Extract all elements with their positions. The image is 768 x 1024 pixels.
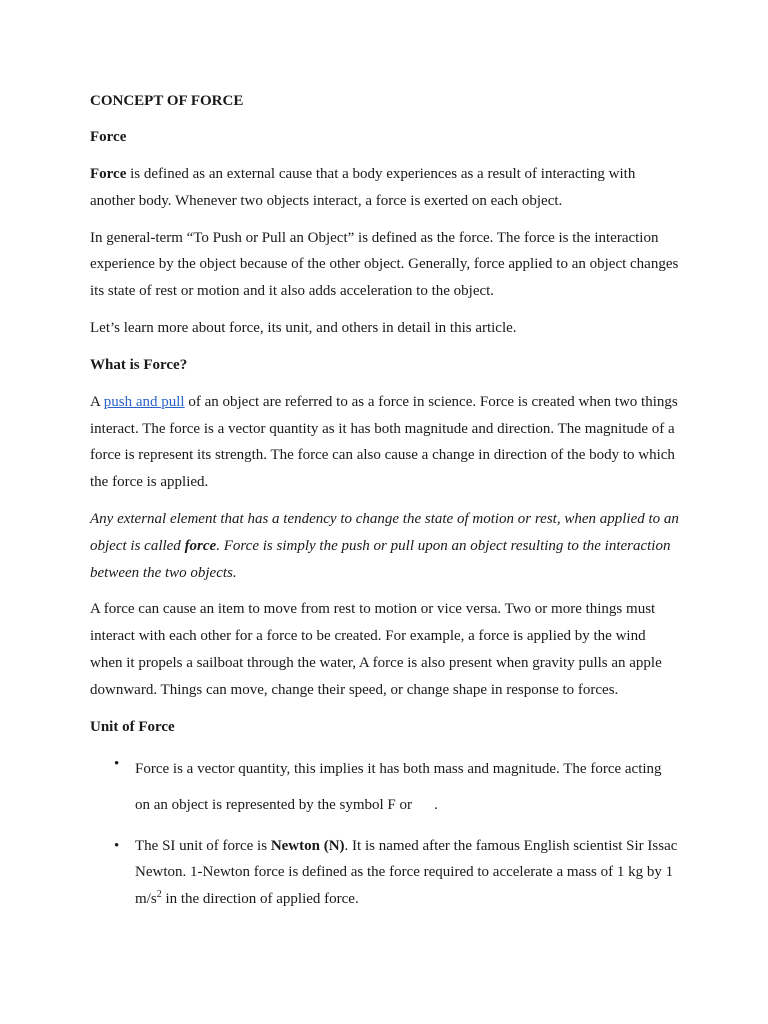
list-item <box>90 833 680 913</box>
bold-newton: Newton (N) <box>270 837 345 854</box>
list-item <box>90 751 680 823</box>
bold-term-force: Force <box>90 166 127 182</box>
unit-bullet-list <box>90 751 680 913</box>
push-and-pull-link[interactable]: push and pull <box>103 393 185 410</box>
bullet-icon: • <box>114 837 120 854</box>
bullet-text-after: in the direction of applied force. <box>161 891 359 908</box>
document-title: CONCEPT OF FORCE <box>90 93 244 109</box>
bullet-text <box>135 751 680 823</box>
document-page <box>90 88 680 923</box>
bullet-text-main: Force is a vector quantity, this implies it has both mass and magnitude. The force acting on an object is represented by the symbol F or <box>135 760 662 813</box>
paragraph-force-examples: A force can cause an item to move from rest to motion or vice versa. Two or more things must interact with each other for a force to be created. For example, a force is applied by the wind when it propels a sailboat through the water, A force is also present when gravity pulls an apple downward. Things can move, change their speed, or change shape in response to forces. <box>90 601 662 698</box>
bullet-text <box>135 833 680 913</box>
paragraph-force-definition <box>90 161 680 215</box>
heading-unit-of-force: Unit of Force <box>90 718 175 735</box>
paragraph-learn-more: Let’s learn more about force, its unit, and others in detail in this article. <box>90 319 517 336</box>
heading-what-is-force: What is Force? <box>90 356 188 373</box>
paragraph-text: of an object are referred to as a force in science. Force is created when two things interact. The force is a vector quantity as it has both magnitude and direction. The magnitude of a force is represent its strength. The force can also cause a change in direction of the body to which the force is applied. <box>90 393 678 491</box>
paragraph-italic-definition <box>90 506 680 586</box>
italic-text-after: . Force is simply the push or pull upon an object resulting to the interaction between the two objects. <box>90 537 671 581</box>
bullet-text-before: The SI unit of force is <box>135 837 271 854</box>
bullet-text-middle: . It is named after the famous English scientist Sir Issac Newton. 1-Newton force is defined as the force required to accelerate a mass of 1 kg by 1 m/s <box>135 837 678 908</box>
paragraph-what-is-force <box>90 389 680 496</box>
paragraph-push-pull: In general-term “To Push or Pull an Object” is defined as the force. The force is the interaction experience by the object because of the other object. Generally, force applied to an object changes its state of rest or motion and it also adds acceleration to the object. <box>90 229 679 300</box>
italic-text-before: Any external element that has a tendency to change the state of motion or rest, when applied to an object is called <box>90 510 679 554</box>
paragraph-text: is defined as an external cause that a body experiences as a result of interacting with another body. Whenever two objects interact, a force is exerted on each object. <box>90 166 636 209</box>
bold-term-force-italic: force <box>184 537 217 554</box>
bullet-icon: • <box>114 755 120 772</box>
heading-force: Force <box>90 129 127 145</box>
bullet-text-end: . <box>434 796 438 813</box>
superscript-two: 2 <box>156 889 162 901</box>
paragraph-prefix: A <box>90 393 104 410</box>
